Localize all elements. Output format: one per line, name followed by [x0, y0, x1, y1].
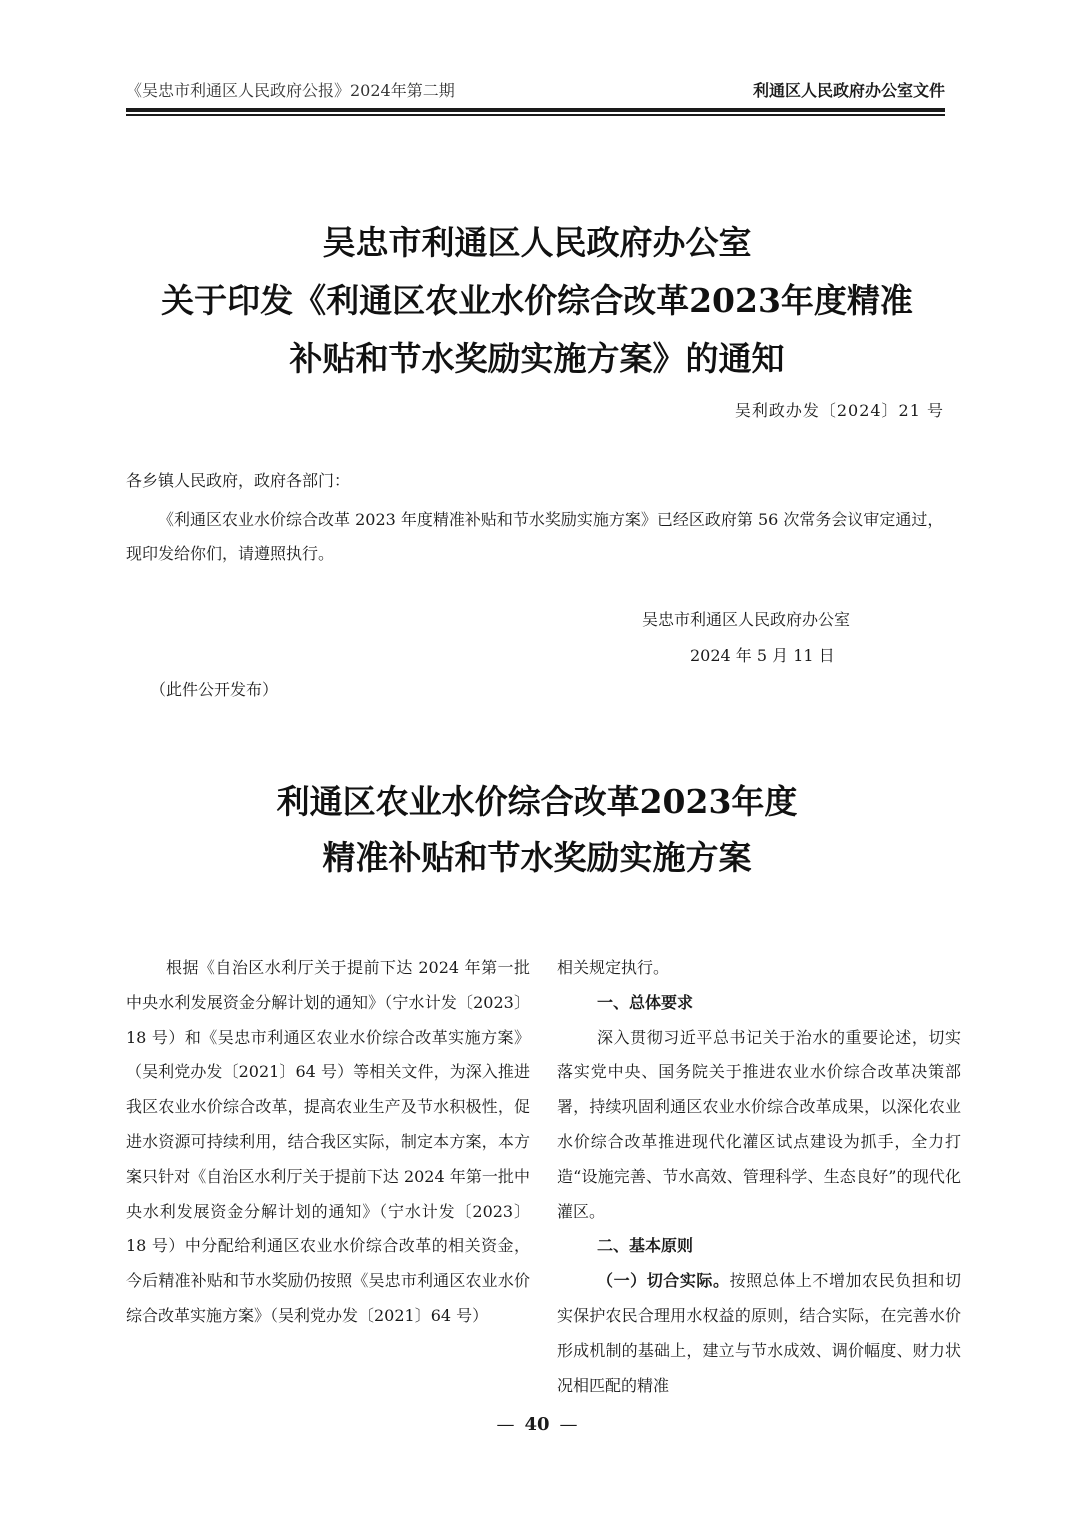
- notice-title-line: 吴忠市利通区人民政府办公室: [322, 223, 752, 262]
- running-header: [126, 78, 945, 104]
- right-column: [557, 951, 961, 1403]
- notice-body: 《利通区农业水价综合改革 2023 年度精准补贴和节水奖励实施方案》已经区政府第 56 次常务会议审定通过，现印发给你们，请遵照执行。: [126, 510, 944, 563]
- page-footer: [0, 1414, 1074, 1435]
- addressee: 各乡镇人民政府，政府各部门：: [126, 471, 351, 490]
- intro-paragraph: 根据《自治区水利厅关于提前下达 2024 年第一批中央水利发展资金分解计划的通知》（宁水计发〔2023〕18 号）和《吴忠市利通区农业水价综合改革实施方案》（吴利党办发〔2021〕64 号）等相关文件，为深入推进我区农业水价综合改革，提高农业生产及节水积极性，促进水资源可持续利用，结合我区实际，制定本方案，本方案只针对《自治区水利厅关于提前下达 2024 年第一批中央水利发展资金分解计划的通知》（宁水计发〔2023〕18 号）中分配给利通区农业水价综合改革的相关资金，今后精准补贴和节水奖励仍按照《吴忠市利通区农业水价综合改革实施方案》（吴利党办发〔2021〕64 号）: [126, 958, 530, 1325]
- principle-paragraph: [557, 1264, 961, 1403]
- notice-title-line: 关于印发《利通区农业水价综合改革2023年度精准: [161, 281, 913, 320]
- left-column: [126, 951, 530, 1334]
- principle-lead: （一）切合实际。: [597, 1271, 730, 1291]
- header-rule-thick: [126, 108, 945, 112]
- general-requirements-paragraph: 深入贯彻习近平总书记关于治水的重要论述，切实落实党中央、国务院关于推进农业水价综合改革决策部署，持续巩固利通区农业水价综合改革成果，以深化农业水价综合改革推进现代化灌区试点建设为抓手，全力打造“设施完善、节水高效、管理科学、生态良好”的现代化灌区。: [557, 1027, 961, 1221]
- document-number: 吴利政办发〔2024〕21 号: [734, 401, 944, 420]
- issue-date: 2024 年 5 月 11 日: [690, 646, 835, 665]
- section-heading-general-requirements: 一、总体要求: [597, 992, 694, 1012]
- page-number: 40: [524, 1414, 550, 1435]
- plan-title-line: 精准补贴和节水奖励实施方案: [322, 838, 752, 877]
- issuer-signature: 吴忠市利通区人民政府办公室: [642, 610, 851, 629]
- plan-title-line: 利通区农业水价综合改革2023年度: [276, 782, 798, 821]
- public-release-note: （此件公开发布）: [150, 680, 279, 699]
- section-heading-basic-principles: 二、基本原则: [597, 1236, 694, 1256]
- notice-title-line: 补贴和节水奖励实施方案》的通知: [289, 339, 785, 378]
- notice-title: [100, 214, 974, 388]
- footer-dash-right: —: [559, 1414, 578, 1435]
- gazette-issue-label: 《吴忠市利通区人民政府公报》2024年第二期: [126, 81, 455, 100]
- document-category-label: 利通区人民政府办公室文件: [752, 81, 945, 100]
- footer-dash-left: —: [496, 1414, 515, 1435]
- header-rule-thin: [126, 114, 945, 116]
- plan-title: [100, 774, 974, 886]
- principle-body: 按照总体上不增加农民负担和切实保护农民合理用水权益的原则，结合实际，在完善水价形成机制的基础上，建立与节水成效、调价幅度、财力状况相匹配的精准: [557, 1271, 961, 1395]
- continuation-text: 相关规定执行。: [557, 958, 670, 977]
